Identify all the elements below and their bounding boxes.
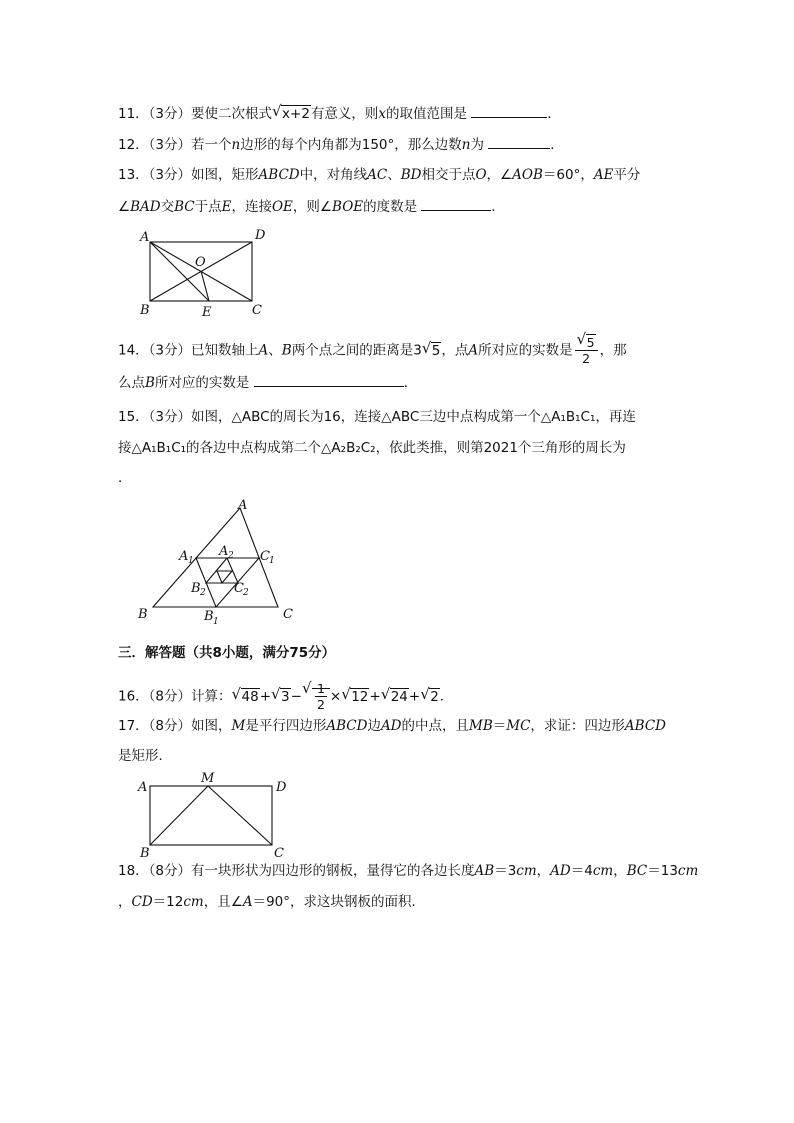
radical-sign: √ 12 xyxy=(341,687,369,707)
question-13-line-1: 13．（3分）如图，矩形ABCD中，对角线AC、BD相交于点O，∠AOB＝60°，AE平分 xyxy=(118,167,641,183)
label-D: D xyxy=(255,228,266,243)
question-15-line-1: 15．（3分）如图，△ABC的周长为16，连接△ABC三边中点构成第一个△A₁B₁C₁，再连 xyxy=(118,409,636,425)
segment-mc xyxy=(208,786,272,845)
section-heading: 三．解答题（共8小题，满分75分） xyxy=(118,645,336,661)
question-15-line-2: 接△A₁B₁C₁的各边中点构成第二个△A₂B₂C₂，依此类推，则第2021个三角形的周长为 xyxy=(118,440,626,456)
question-17-line-2: 是矩形． xyxy=(118,748,172,764)
label-A: A xyxy=(138,780,148,795)
figure-rectangle-m xyxy=(135,770,295,860)
fraction: √ $\frac{5}{2}$ xyxy=(575,335,598,366)
label-B2: B xyxy=(191,581,201,596)
question-13-line-2: ∠BAD交BC于点E，连接OE，则∠BOE的度数是 ． xyxy=(118,196,505,217)
question-18-line-1: 18．（8分）有一块形状为四边形的钢板，量得它的各边长度AB＝3cm，AD＝4cm，BC＝13cm xyxy=(118,863,699,879)
question-18-line-2: ，CD＝12cm，且∠A＝90°，求这块钢板的面积． xyxy=(118,894,426,910)
label-E: E xyxy=(202,305,212,320)
answer-blank-12[interactable] xyxy=(488,134,550,149)
radical-sign: √ 48 xyxy=(232,687,260,707)
fraction: √ $\frac{1}{2}$ xyxy=(316,681,325,712)
radical-sign: √ 3 xyxy=(271,687,291,707)
radical-sign: √ 5 xyxy=(422,341,442,361)
question-12: 12．（3分）若一个n边形的每个内角都为150°，那么边数n为 ． xyxy=(118,134,564,155)
subscript-2: 2 xyxy=(243,588,249,598)
subscript-2: 2 xyxy=(228,551,234,561)
label-M: M xyxy=(201,771,215,786)
radical-sign: √ x+2 xyxy=(272,104,311,124)
subscript-1: 1 xyxy=(213,617,219,627)
question-14-line-1: 14．（3分）已知数轴上A、B两个点之间的距离是3√ 5，点A所对应的实数是 √ $\frac{5}{2}$ ，那 xyxy=(118,335,627,366)
figure-nested-triangles xyxy=(135,498,295,626)
answer-blank-11[interactable] xyxy=(471,103,547,118)
label-A: A xyxy=(140,230,150,245)
label-A: A xyxy=(238,498,248,513)
label-B: B xyxy=(138,607,148,622)
question-17-line-1: 17．（8分）如图，M是平行四边形ABCD边AD的中点，且MB＝MC，求证：四边形ABCD xyxy=(118,718,666,734)
label-D: D xyxy=(276,780,287,795)
label-C2: C xyxy=(234,581,244,596)
label-C: C xyxy=(252,303,262,318)
subscript-2: 2 xyxy=(200,588,206,598)
subscript-1: 1 xyxy=(269,556,275,566)
question-11: 11．（3分）要使二次根式√ x+2有意义，则x的取值范围是 ． xyxy=(118,103,561,124)
triangle-3 xyxy=(217,571,232,583)
label-O: O xyxy=(195,255,206,270)
answer-blank-13[interactable] xyxy=(421,196,491,211)
radical-sign: √ 5 xyxy=(577,335,596,350)
label-C1: C xyxy=(260,549,270,564)
rectangle-outline xyxy=(150,786,272,845)
question-15-line-3: ． xyxy=(118,470,132,486)
label-B1: B xyxy=(204,609,214,624)
subscript-1: 1 xyxy=(188,556,194,566)
label-C: C xyxy=(283,607,293,622)
label-B: B xyxy=(140,846,150,861)
question-14-line-2: 么点B所对应的实数是 ． xyxy=(118,372,417,393)
label-B: B xyxy=(140,303,150,318)
question-16: 16．（8分）计算：√ 48+√ 3− √ $\frac{1}{2}$ ×√ 12+√ 24+√ 2． xyxy=(118,681,453,712)
label-A2: A xyxy=(219,544,229,559)
radical-sign xyxy=(302,681,330,712)
radical-sign: √ 24 xyxy=(381,687,409,707)
label-A1: A xyxy=(179,549,189,564)
segment-mb xyxy=(150,786,208,845)
radical-sign: √ 2 xyxy=(420,687,440,707)
label-C: C xyxy=(274,846,284,861)
figure-rectangle-abcd xyxy=(135,228,275,320)
answer-blank-14[interactable] xyxy=(254,372,404,387)
